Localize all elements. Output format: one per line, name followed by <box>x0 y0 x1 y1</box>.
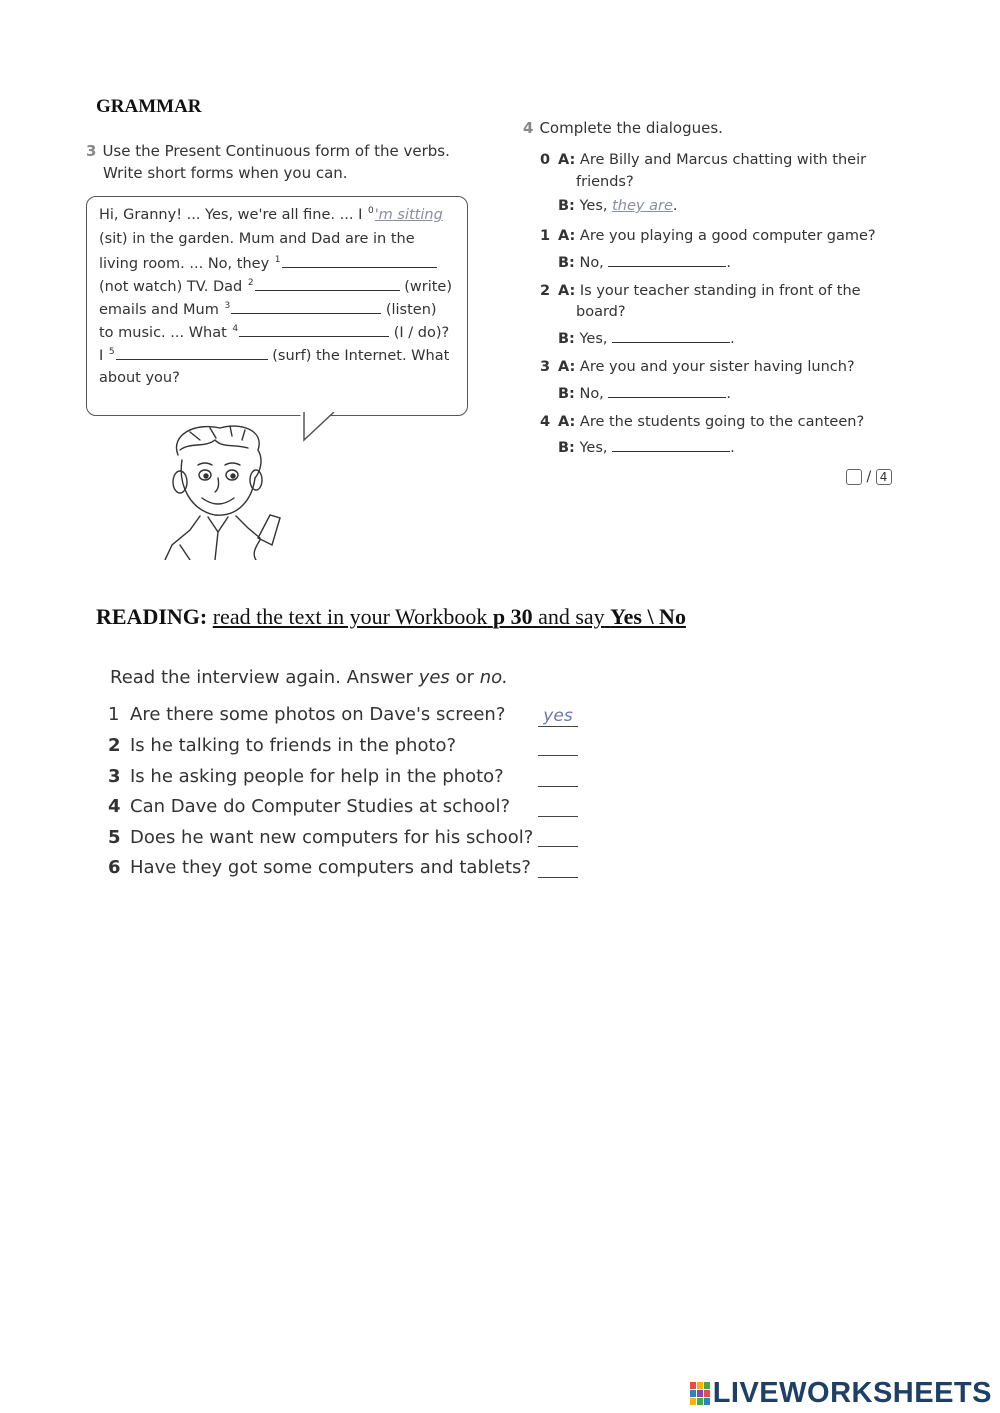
bubble-line: I $^5$ (surf) the Internet. What <box>99 347 450 364</box>
answer-blank-3[interactable] <box>231 300 381 314</box>
reading-question: 3 Is he asking people for help in the photo? <box>108 766 504 787</box>
bubble-line: Hi, Granny! ... Yes, we're all fine. ... I $^0$'m sitting <box>99 206 443 223</box>
score-input-box <box>846 469 862 485</box>
speech-bubble-tail <box>298 412 338 442</box>
exercise-number: 3 <box>86 142 97 160</box>
example-answer: 'm sitting <box>374 206 443 223</box>
dialogue-answer: B: Yes, . <box>558 331 735 347</box>
dialogue-answer: B: Yes, they are. <box>558 198 678 214</box>
dialogue-blank-1[interactable] <box>608 253 726 267</box>
exercise-4-instruction: 4 Complete the dialogues. <box>523 119 723 137</box>
reading-answer-blank[interactable] <box>538 796 578 817</box>
dialogue-question: 4 A: Are the students going to the canteen? <box>540 414 865 430</box>
dialogue-question: 1 A: Are you playing a good computer game? <box>540 228 876 244</box>
reading-question: 4 Can Dave do Computer Studies at school? <box>108 796 510 817</box>
reading-question: 5 Does he want new computers for his school? <box>108 827 534 848</box>
dialogue-answer: B: No, . <box>558 255 732 271</box>
reading-question: 2 Is he talking to friends in the photo? <box>108 735 457 756</box>
reading-instruction: Read the interview again. Answer yes or no. <box>110 667 508 688</box>
reading-heading: READING: read the text in your Workbook p 30 and say Yes \ No <box>96 604 686 629</box>
score-total: 4 <box>876 469 892 485</box>
answer-blank-4[interactable] <box>239 323 389 337</box>
boy-with-phone-illustration <box>160 420 295 560</box>
reading-answer-blank[interactable] <box>538 735 578 756</box>
exercise-3-instruction <box>86 140 450 184</box>
bubble-line: (not watch) TV. Dad $^2$ (write) <box>99 278 452 295</box>
bubble-line: emails and Mum $^3$ (listen) <box>99 301 437 318</box>
reading-answer-blank[interactable] <box>538 826 578 847</box>
instruction-line-2: Write short forms when you can. <box>103 164 348 182</box>
reading-answer-blank[interactable] <box>538 766 578 787</box>
reading-answer-blank[interactable] <box>538 857 578 878</box>
dialogue-question: 2 A: Is your teacher standing in front of the <box>540 283 861 299</box>
example-answer: they are <box>612 198 673 214</box>
answer-blank-5[interactable] <box>116 346 268 360</box>
reading-question: 6 Have they got some computers and tablets? <box>108 857 531 878</box>
reading-answer-example: yes <box>538 706 578 727</box>
answer-blank-1[interactable] <box>282 254 437 268</box>
reading-question: 1 Are there some photos on Dave's screen? <box>108 704 506 725</box>
dialogue-blank-3[interactable] <box>608 384 726 398</box>
answer-blank-2[interactable] <box>255 277 400 291</box>
dialogue-question: 3 A: Are you and your sister having lunch? <box>540 359 855 375</box>
bubble-line: about you? <box>99 370 180 386</box>
dialogue-question-cont: board? <box>576 304 626 320</box>
bubble-line: living room. ... No, they $^1$ <box>99 254 437 272</box>
reading-label: READING: <box>96 604 208 629</box>
dialogue-answer: B: Yes, . <box>558 440 735 456</box>
dialogue-blank-4[interactable] <box>612 438 730 452</box>
liveworksheets-logo-icon <box>689 1381 711 1407</box>
dialogue-question: 0 A: Are Billy and Marcus chatting with their <box>540 152 867 168</box>
score-box: / 4 <box>846 469 892 485</box>
bubble-line: (sit) in the garden. Mum and Dad are in the <box>99 231 415 247</box>
section-title-grammar: GRAMMAR <box>96 96 202 117</box>
dialogue-answer: B: No, . <box>558 386 732 402</box>
dialogue-question-cont: friends? <box>576 174 634 190</box>
bubble-line: to music. ... What $^4$ (I / do)? <box>99 324 450 341</box>
dialogue-blank-2[interactable] <box>612 329 730 343</box>
liveworksheets-logo: LIVEWORKSHEETS <box>689 1377 992 1410</box>
instruction-line-1: Use the Present Continuous form of the verbs. <box>102 142 450 160</box>
